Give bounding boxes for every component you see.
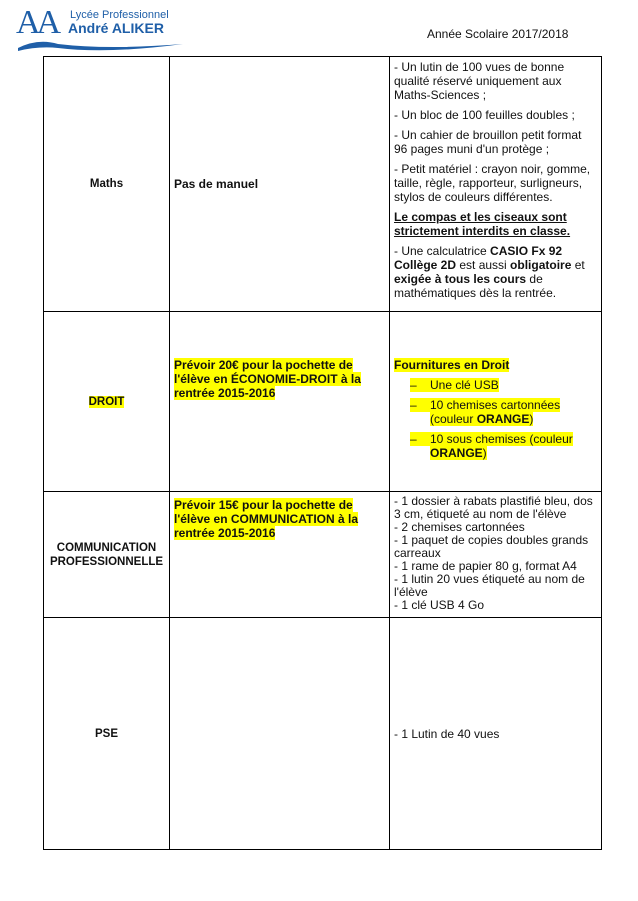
supply-item: - 1 paquet de copies doubles grands carreaux — [394, 533, 589, 560]
dash: – — [410, 378, 417, 392]
manual — [170, 57, 390, 312]
t: ORANGE — [476, 412, 530, 426]
supply-item — [410, 378, 597, 392]
supply-item: - Un lutin de 100 vues de bonne qualité réservé uniquement aux Maths-Sciences ; — [394, 60, 565, 102]
manual — [170, 618, 390, 850]
manual — [170, 492, 390, 618]
supply-item: - 2 chemises cartonnées — [394, 520, 525, 534]
warning: Le compas et les ciseaux sont strictement interdits en classe. — [394, 210, 571, 238]
supplies — [390, 492, 602, 618]
t: CASIO Fx 92 Collège 2D — [394, 244, 563, 272]
t: est aussi — [456, 258, 511, 272]
supply-item: - Un bloc de 100 feuilles doubles ; — [394, 108, 575, 122]
subject: COMMUNICATION PROFESSIONNELLE — [44, 492, 170, 618]
supplies — [390, 312, 602, 492]
logo-mark: AA — [16, 4, 58, 41]
manual-text: Prévoir 15€ pour la pochette de l'élève en COMMUNICATION à la rentrée 2015-2016 — [174, 498, 359, 540]
t: (couleur — [430, 412, 477, 426]
t: ORANGE — [430, 446, 483, 460]
supplies-table — [43, 56, 602, 850]
calculator-note — [394, 244, 597, 300]
t: ) — [529, 412, 534, 426]
subject — [44, 312, 170, 492]
dash: – — [410, 398, 417, 412]
t: de mathématiques dès la rentrée. — [394, 272, 557, 300]
t: exigée à tous les cours — [394, 272, 527, 286]
supplies — [390, 57, 602, 312]
subject: Maths — [44, 57, 170, 312]
manual-text: Pas de manuel — [174, 177, 259, 191]
table-row — [44, 57, 602, 312]
t: 10 sous chemises (couleur — [430, 432, 573, 446]
subject-text: DROIT — [88, 395, 125, 408]
wave-icon — [18, 38, 188, 52]
supply-item: - Un cahier de brouillon petit format 96 pages muni d'un protège ; — [394, 128, 582, 156]
table-row — [44, 312, 602, 492]
dash: – — [410, 432, 417, 446]
logo-line2: André ALIKER — [68, 20, 164, 36]
supply-item: - 1 Lutin de 40 vues — [394, 726, 500, 741]
supply-item: - 1 dossier à rabats plastifié bleu, dos 3 cm, étiqueté au nom de l'élève — [394, 494, 593, 521]
supplies — [390, 618, 602, 850]
t: - Une calculatrice — [394, 244, 491, 258]
t: et — [571, 258, 585, 272]
supply-item: - 1 rame de papier 80 g, format A4 — [394, 559, 577, 573]
logo-line1: Lycée Professionnel — [70, 9, 169, 21]
manual — [170, 312, 390, 492]
supplies-title: Fournitures en Droit — [394, 358, 510, 372]
manual-text: Prévoir 20€ pour la pochette de l'élève en ÉCONOMIE-DROIT à la rentrée 2015-2016 — [174, 358, 361, 400]
table-row — [44, 492, 602, 618]
supply-item — [410, 398, 597, 426]
t: Une clé USB — [430, 378, 499, 392]
t: 10 chemises cartonnées — [430, 398, 561, 412]
t: obligatoire — [510, 258, 572, 272]
t: ) — [482, 446, 487, 460]
school-logo — [16, 6, 186, 50]
supply-item: - Petit matériel : crayon noir, gomme, taille, règle, rapporteur, surligneurs, stylos de couleurs différentes. — [394, 162, 591, 204]
supply-item: - 1 clé USB 4 Go — [394, 598, 485, 612]
supply-item: - 1 lutin 20 vues étiqueté au nom de l'élève — [394, 572, 585, 599]
school-year: Année Scolaire 2017/2018 — [427, 27, 569, 41]
supply-item — [410, 432, 597, 460]
table-row — [44, 618, 602, 850]
subject: PSE — [44, 618, 170, 850]
